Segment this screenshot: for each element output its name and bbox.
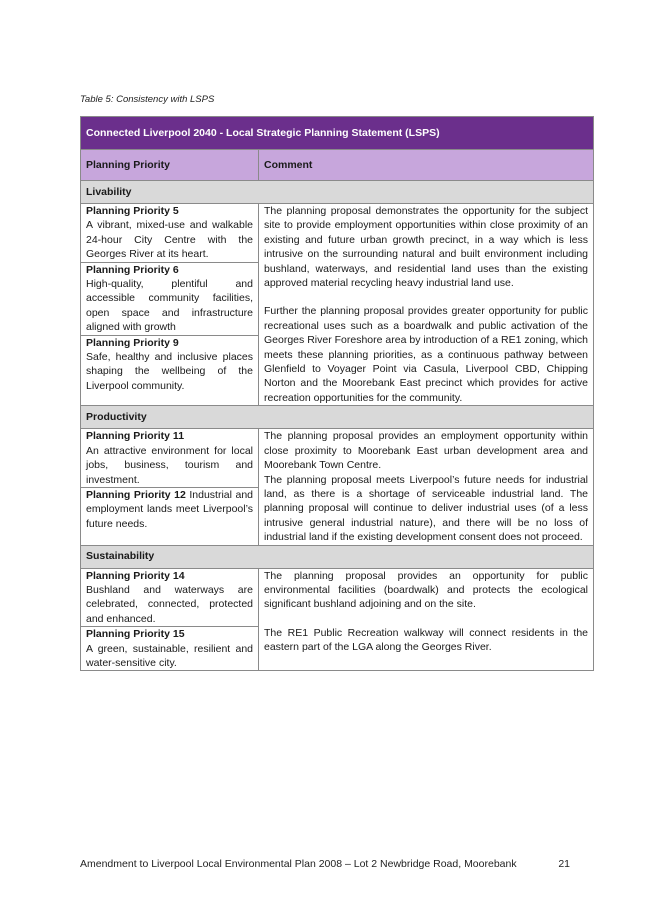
priority-item — [86, 569, 253, 627]
section-row-livability — [81, 181, 594, 204]
header-planning-priority: Planning Priority — [81, 150, 259, 181]
priority-title: Planning Priority 12 — [86, 488, 186, 501]
section-title: Livability — [81, 181, 594, 204]
comment-cell — [259, 429, 594, 545]
priority-text: A vibrant, mixed-use and walkable 24-hour City Centre with the Georges River at its heart. — [86, 219, 253, 261]
priority-item — [81, 626, 258, 670]
comment-paragraph: The planning proposal provides an employment opportunity within close proximity to Moorebank East urban development area and Moorebank Town Centre. — [264, 430, 589, 472]
table-row — [81, 204, 594, 406]
priority-text: Industrial and employment lands meet Liverpool’s future needs. — [86, 488, 254, 530]
priority-item — [86, 429, 253, 487]
comment-paragraph: The planning proposal provides an opportunity for public environmental facilities (boardwalk) and protects the ecological significant bushland adjoining and on the site. — [264, 569, 589, 611]
priority-text: A green, sustainable, resilient and water-sensitive city. — [86, 642, 253, 669]
section-row-sustainability — [81, 545, 594, 568]
table-row — [81, 568, 594, 671]
lsps-consistency-table — [80, 116, 594, 671]
table-title-row — [81, 117, 594, 150]
section-title: Productivity — [81, 406, 594, 429]
priority-title: Planning Priority 11 — [86, 430, 185, 443]
priority-text: Safe, healthy and inclusive places shaping the wellbeing of the Liverpool community. — [86, 351, 253, 392]
comment-paragraph: The planning proposal demonstrates the opportunity for the subject site to provide employment opportunities within close proximity of an existing and future urban growth precinct, in a way which is less intrusive on the surrounding natural and built environment including bushland, waterways, and residential land uses than the existing approved material recycling heavy industrial land use. — [264, 205, 589, 290]
priority-title: Planning Priority 15 — [86, 628, 185, 641]
table-row — [81, 429, 594, 545]
priority-item — [81, 487, 258, 531]
priority-item — [81, 335, 258, 394]
page-footer — [80, 858, 593, 870]
comment-paragraph: The planning proposal meets Liverpool’s future needs for industrial land, as there is a shortage of serviceable industrial land. The planning proposal will continue to deliver industrial uses (of a less intrusive general industrial nature), and there will be no loss of industrial land if the existing development consent does not proceed. — [264, 473, 589, 544]
priority-text: High-quality, plentiful and accessible community facilities, open space and infrastructure aligned with growth — [86, 278, 253, 334]
priority-text: An attractive environment for local jobs, business, tourism and investment. — [86, 444, 253, 486]
comment-cell — [259, 568, 594, 671]
priority-title: Planning Priority 5 — [86, 205, 179, 217]
comment-paragraph: The RE1 Public Recreation walkway will connect residents in the eastern part of the LGA along the Georges River. — [264, 626, 589, 654]
section-row-productivity — [81, 406, 594, 429]
table-title: Connected Liverpool 2040 - Local Strategic Planning Statement (LSPS) — [81, 117, 594, 150]
priority-title: Planning Priority 9 — [86, 336, 179, 349]
priority-title: Planning Priority 6 — [86, 263, 179, 276]
comment-paragraph: Further the planning proposal provides greater opportunity for public recreational uses such as a boardwalk and public activation of the Georges River Foreshore area by introduction of a RE1 zoning, which meets these planning priorities, as a continuous pathway between Glenfield to Voyager Point via Casula, Liverpool CBD, Chipping Norton and the Moorebank East precinct which provides for active recreation opportunities for the community. — [264, 305, 589, 404]
page-number: 21 — [558, 858, 570, 870]
comment-cell — [259, 204, 594, 406]
table-header-row — [81, 150, 594, 181]
priority-item — [86, 204, 253, 262]
priority-text: Bushland and waterways are celebrated, connected, protected and enhanced. — [86, 583, 253, 625]
priorities-cell — [81, 568, 259, 671]
priorities-cell — [81, 429, 259, 545]
header-comment: Comment — [259, 150, 594, 181]
priority-item — [81, 262, 258, 335]
footer-text: Amendment to Liverpool Local Environmental Plan 2008 – Lot 2 Newbridge Road, Moorebank — [80, 858, 517, 870]
section-title: Sustainability — [81, 545, 594, 568]
table-caption: Table 5: Consistency with LSPS — [80, 94, 215, 105]
priorities-cell — [81, 204, 259, 406]
priority-title: Planning Priority 14 — [86, 569, 185, 582]
